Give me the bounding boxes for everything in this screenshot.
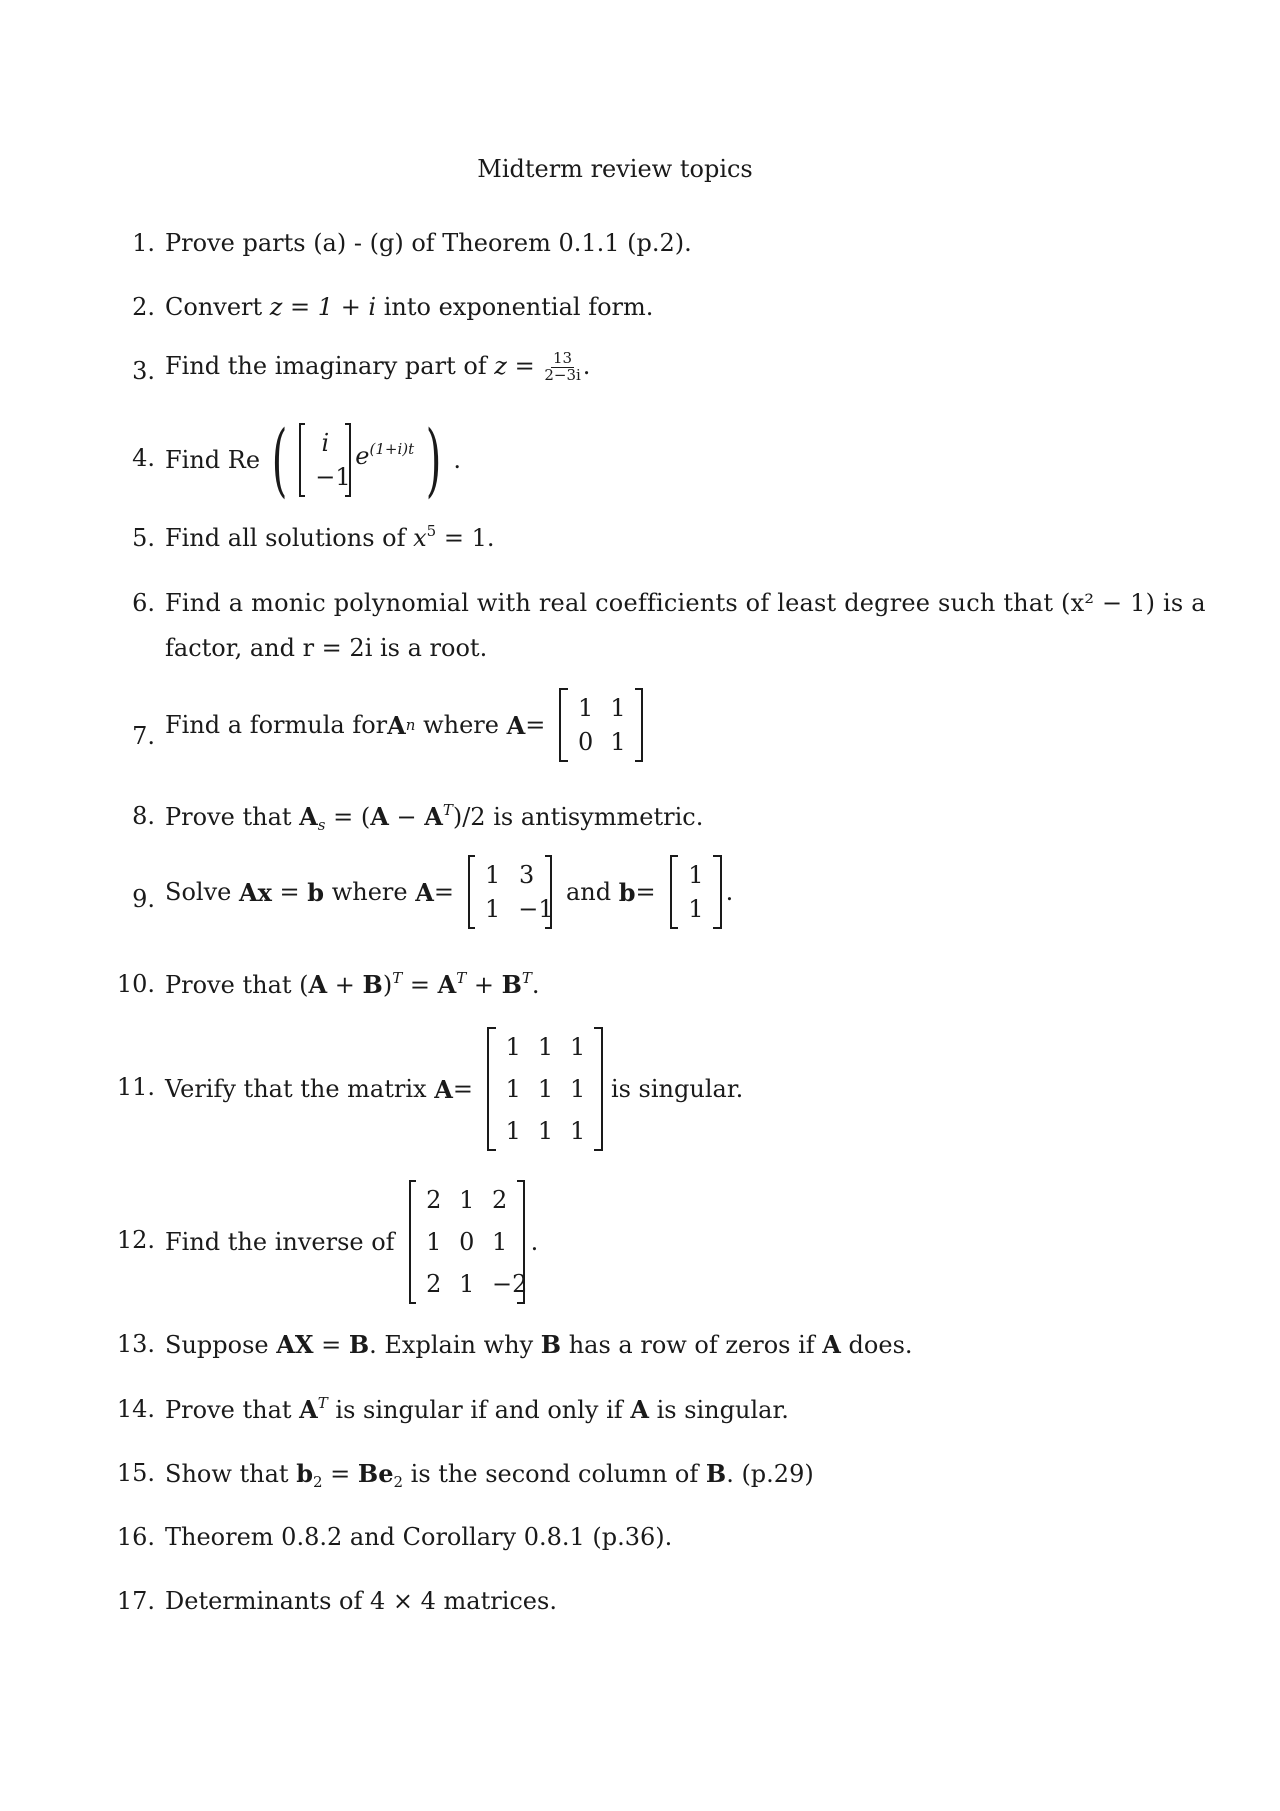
item-text: Find the imaginary part of z = $\frac{13}{2-3i}$ . <box>165 349 591 384</box>
item-text: Verify that the matrix A = 1 1 1 1 1 1 1 1 1 is singular. <box>165 1027 743 1151</box>
item-text: Theorem 0.8.2 and Corollary 0.8.1 (p.36). <box>165 1523 673 1551</box>
fraction: $\frac{13}{2-3i}$ <box>544 349 581 384</box>
item-text: Find a monic polynomial with real coefficients of least degree such that (x² − 1) is a <box>165 589 1206 617</box>
item-number: 14. <box>116 1395 155 1423</box>
item-text: Find all solutions of $x^5 = 1$. <box>165 522 495 552</box>
item-text: Prove that $A^T$ is singular if and only if A is singular. <box>165 1394 789 1424</box>
matrix: 2 1 2 1 0 1 2 1 −2 <box>409 1180 525 1304</box>
page-title: Midterm review topics <box>477 155 753 183</box>
item-number: 6. <box>132 589 155 617</box>
item-number: 10. <box>116 970 155 998</box>
item-number: 1. <box>132 229 155 257</box>
vector: i −1 <box>299 423 351 497</box>
item-number: 2. <box>132 293 155 321</box>
item-text: Convert z = 1 + i into exponential form. <box>165 293 654 321</box>
item-number: 5. <box>132 524 155 552</box>
item-number: 11. <box>116 1073 155 1101</box>
left-paren: ( <box>271 413 288 506</box>
item-number: 16. <box>116 1523 155 1551</box>
item-number: 12. <box>116 1226 155 1254</box>
right-paren: ) <box>425 413 442 506</box>
matrix: 1 3 1 −1 <box>468 855 552 929</box>
item-text: factor, and r = 2i is a root. <box>165 634 488 662</box>
item-number: 17. <box>116 1587 155 1615</box>
vector: 1 1 <box>670 855 722 929</box>
item-text: Find Re ( i −1 $e^{(1+i)t}$ ) . <box>165 413 461 506</box>
item-text: Find a formula for A n where A = 1 1 0 1 <box>165 688 643 762</box>
item-text: Prove that $(A + B)^T = A^T + B^T$. <box>165 969 540 999</box>
item-number: 4. <box>132 444 155 472</box>
item-text: Determinants of 4 × 4 matrices. <box>165 1587 557 1615</box>
matrix: 1 1 1 1 1 1 1 1 1 <box>487 1027 603 1151</box>
matrix: 1 1 0 1 <box>559 688 643 762</box>
item-text: Show that $b_2 = Be_2$ is the second column of B. (p.29) <box>165 1459 814 1491</box>
item-text: Find the inverse of 2 1 2 1 0 1 2 1 −2 . <box>165 1180 538 1304</box>
item-text: Prove parts (a) - (g) of Theorem 0.1.1 (p.2). <box>165 229 692 257</box>
item-number: 13. <box>116 1330 155 1358</box>
item-text: Prove that $A_s = (A - A^T)/2$ is antisymmetric. <box>165 801 704 834</box>
item-number: 8. <box>132 802 155 830</box>
item-number: 3. <box>132 357 155 385</box>
item-number: 9. <box>132 885 155 913</box>
item-text: Solve Ax = b where A = 1 3 1 −1 and b = 1 1 . <box>165 855 733 929</box>
item-number: 15. <box>116 1459 155 1487</box>
item-number: 7. <box>132 722 155 750</box>
item-text: Suppose AX = B. Explain why B has a row of zeros if A does. <box>165 1330 913 1359</box>
